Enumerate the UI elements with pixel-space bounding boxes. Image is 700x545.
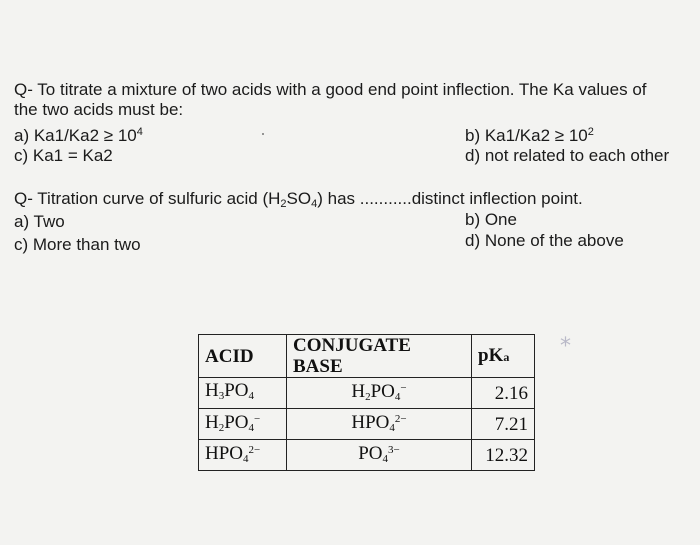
question1-option-c: c) Ka1 = Ka2 [14,146,113,165]
question1-title-line2: the two acids must be: [14,100,184,119]
table-header-row [199,335,535,378]
q2-title-part2: SO [286,189,312,208]
option-b-text: b) Ka1/Ka2 ≥ 10 [465,126,588,145]
question1-option-a [14,122,143,146]
q2-title-part1: Q- Titration curve of sulfuric acid (H [14,189,281,208]
pka-table [198,334,535,471]
acid-cell: $H_3PO_4$ [199,378,287,409]
option-a-exponent: 4 [136,126,143,138]
pka-cell: 12.32 [472,440,535,471]
stray-dot [262,133,264,135]
header-conjugate-base: CONJUGATE BASE [287,335,472,378]
option-b-exponent: 2 [587,126,594,138]
question2-option-d: d) None of the above [465,231,624,250]
q2-title-sub1: 2 [280,198,287,210]
question2-option-a: a) Two [14,212,65,231]
q2-title-sub2: 4 [311,198,318,210]
pka-cell: 7.21 [472,409,535,440]
base-cell: $H_2PO_4^-$ [287,378,472,409]
question1-title-line1: Q- To titrate a mixture of two acids with a good end point inflection. The Ka values of [14,80,647,99]
header-pka: pKa [472,335,535,378]
pka-cell: 2.16 [472,378,535,409]
table-row [199,409,535,440]
acid-cell: $H_2PO_4^-$ [199,409,287,440]
base-cell: $PO_4^{3-}$ [287,440,472,471]
question1-option-b [465,122,594,146]
base-cell: $HPO_4^{2-}$ [287,409,472,440]
table-row [199,378,535,409]
acid-cell: $HPO_4^{2-}$ [199,440,287,471]
asterisk-annotation: * [560,334,571,359]
table-row [199,440,535,471]
q2-title-part3: ) has ...........distinct inflection point. [317,189,583,208]
question2-option-c: c) More than two [14,235,141,254]
question1-option-d: d) not related to each other [465,146,670,165]
option-a-text: a) Ka1/Ka2 ≥ 10 [14,126,137,145]
header-acid: ACID [199,335,287,378]
question2-option-b: b) One [465,210,517,229]
